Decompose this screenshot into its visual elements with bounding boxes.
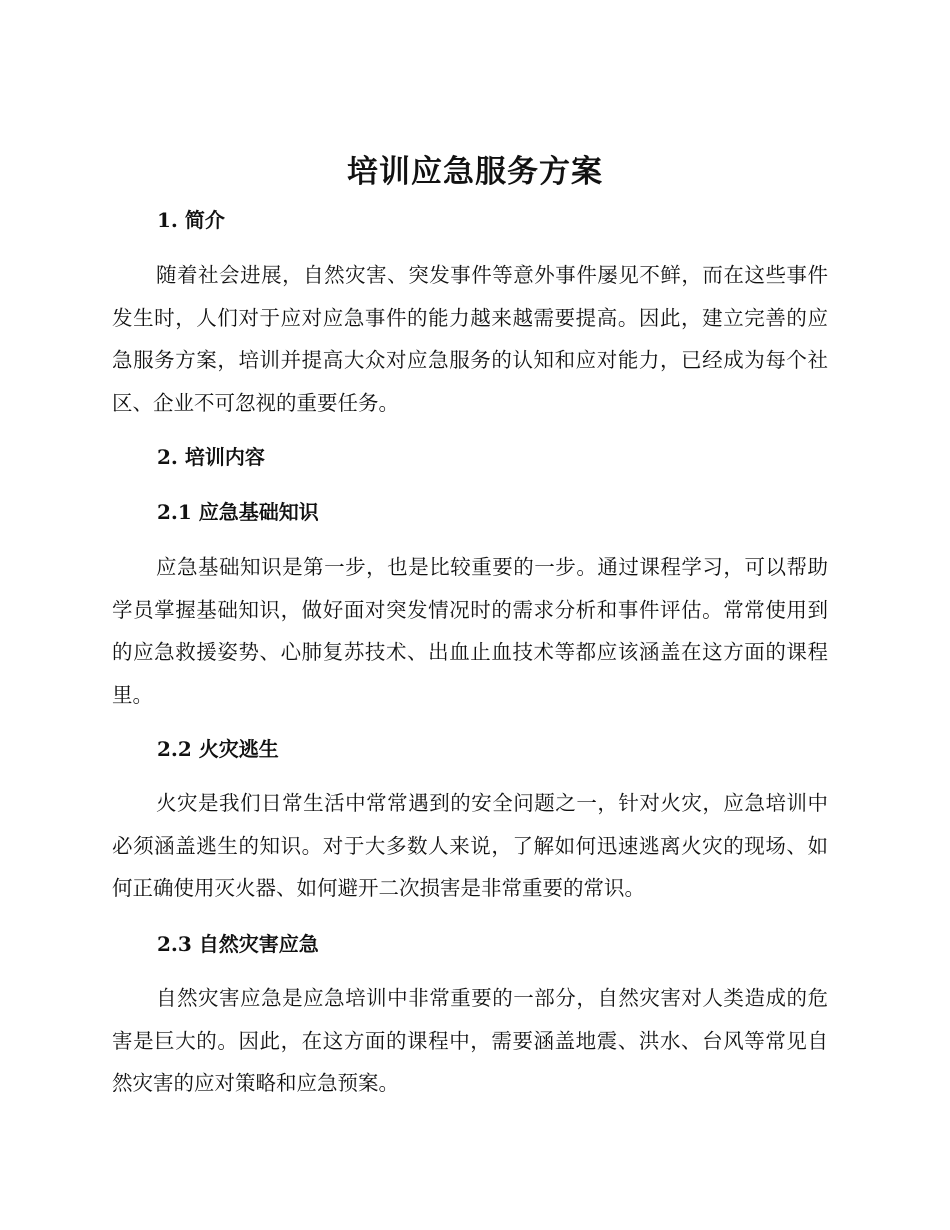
section-heading-fire-escape: 2.2 火灾逃生 [157,737,279,761]
section-paragraph-natural-disaster: 自然灾害应急是应急培训中非常重要的一部分，自然灾害对人类造成的危害是巨大的。因此，在这方面的课程中，需要涵盖地震、洪水、台风等常见自然灾害的应对策略和应急预案。 [112,986,828,1095]
section-heading-training-content: 2. 培训内容 [157,445,265,469]
section-paragraph-emergency-basics: 应急基础知识是第一步，也是比较重要的一步。通过课程学习，可以帮助学员掌握基础知识，做好面对突发情况时的需求分析和事件评估。常常使用到的应急救援姿势、心肺复苏技术、出血止血技术等都应该涵盖在这方面的课程里。 [112,555,828,707]
section-heading-intro: 1. 简介 [157,208,225,232]
section-paragraph-fire-escape: 火灾是我们日常生活中常常遇到的安全问题之一，针对火灾，应急培训中必须涵盖逃生的知识。对于大多数人来说，了解如何迅速逃离火灾的现场、如何正确使用灭火器、如何避开二次损害是非常重要的常识。 [112,791,828,900]
section-heading-emergency-basics: 2.1 应急基础知识 [157,500,319,524]
section-heading-natural-disaster: 2.3 自然灾害应急 [157,932,319,956]
section-paragraph-intro: 随着社会进展，自然灾害、突发事件等意外事件屡见不鲜，而在这些事件发生时，人们对于应对应急事件的能力越来越需要提高。因此，建立完善的应急服务方案，培训并提高大众对应急服务的认知和应对能力，已经成为每个社区、企业不可忽视的重要任务。 [112,263,828,415]
document-title: 培训应急服务方案 [347,154,603,190]
